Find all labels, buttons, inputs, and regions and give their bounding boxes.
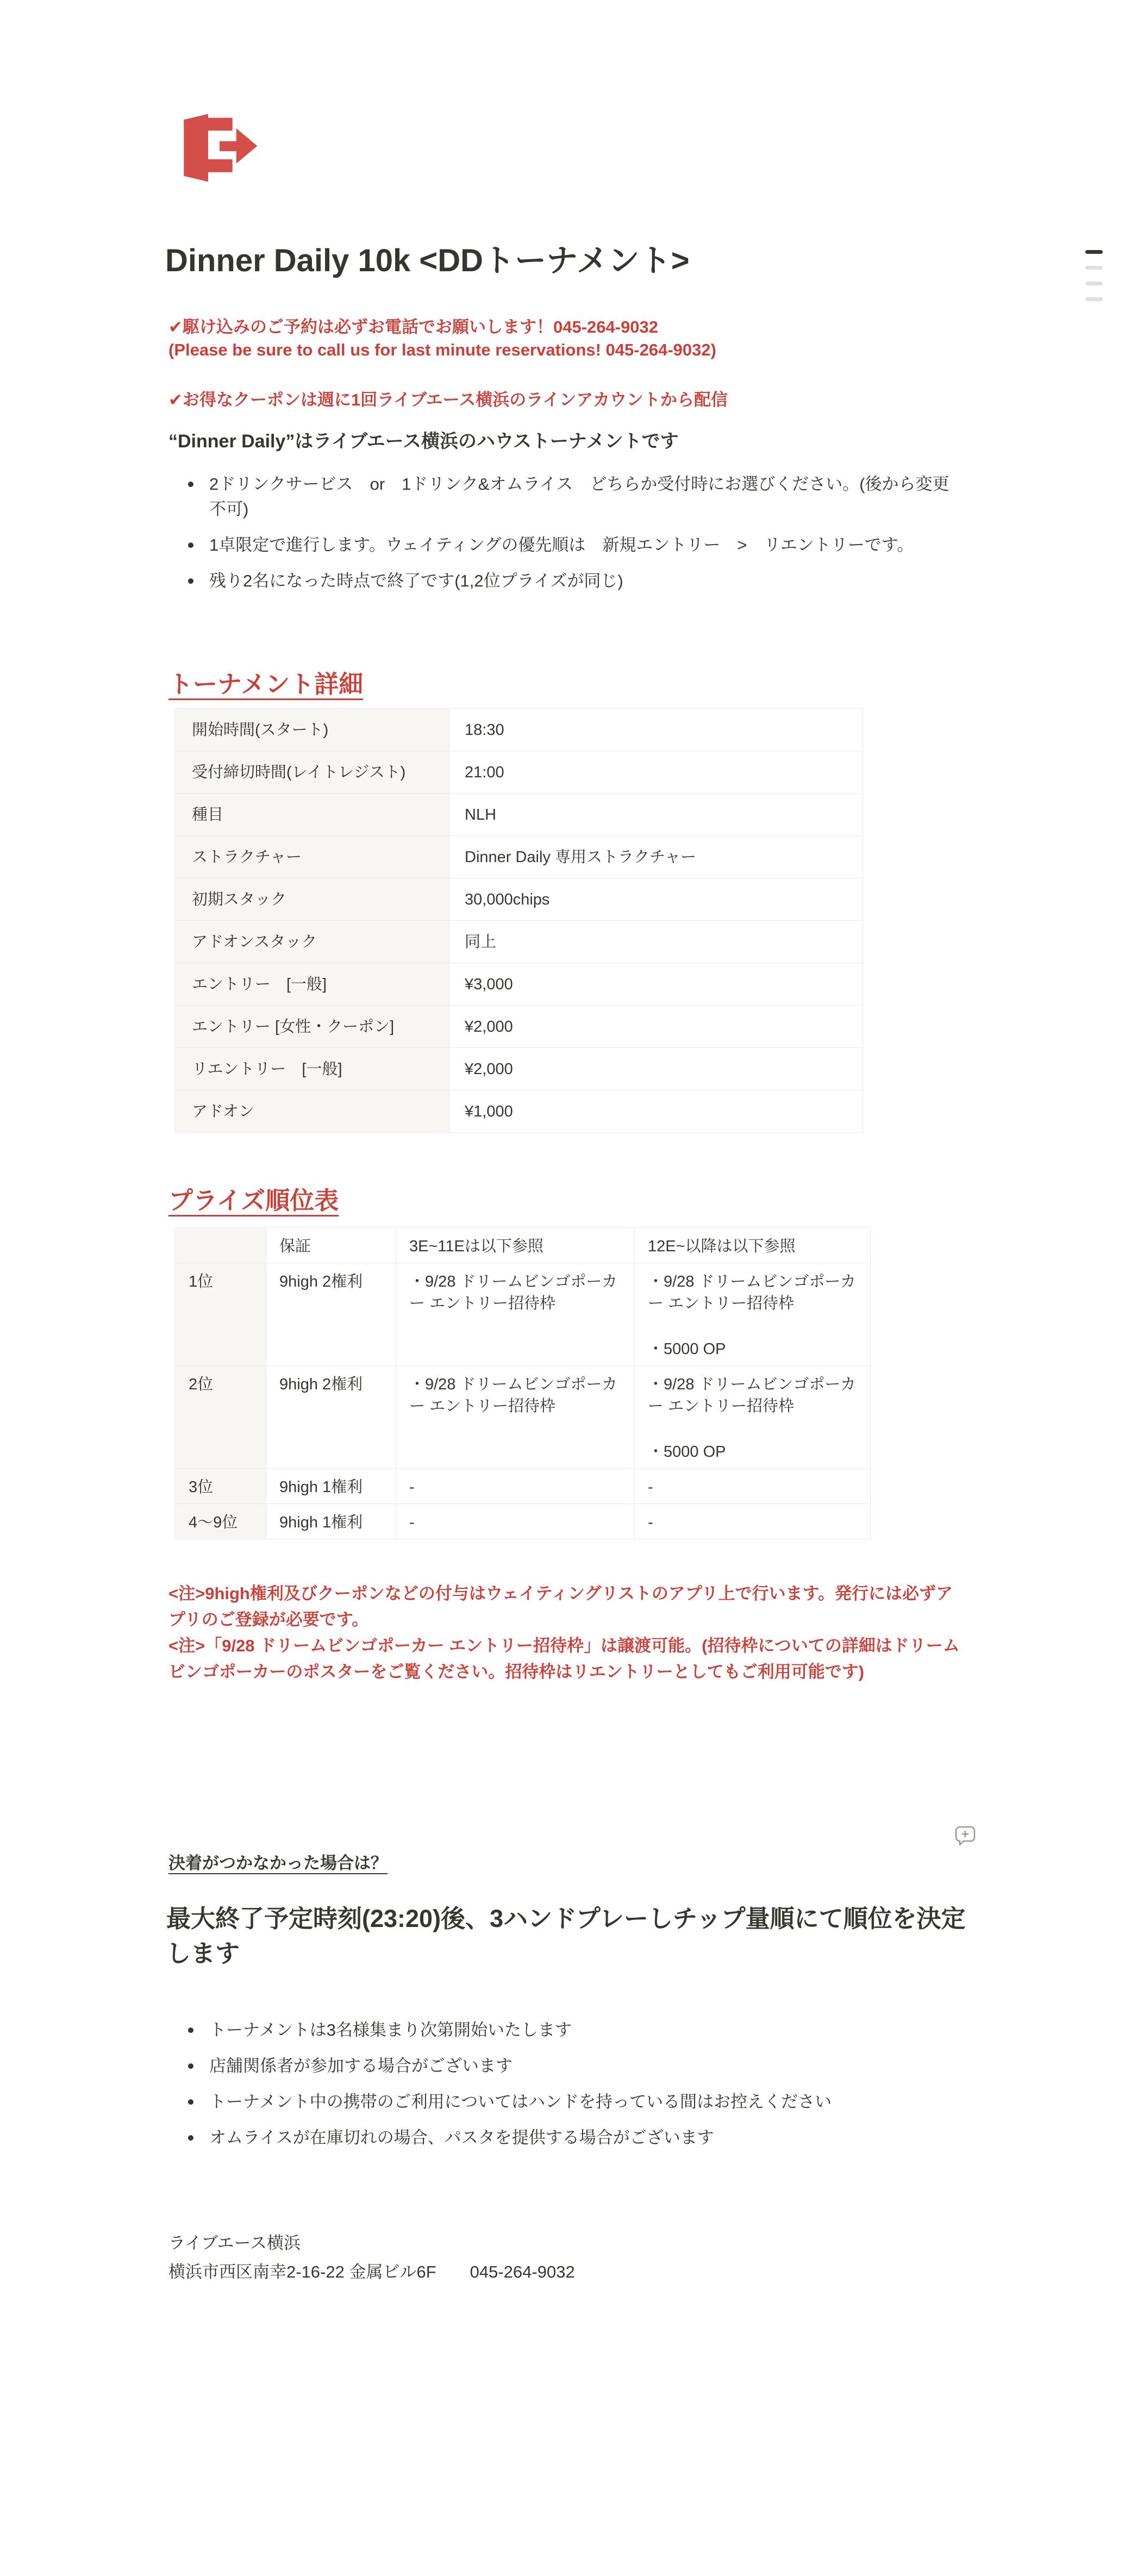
guarantee-cell: 9high 1権利: [266, 1469, 396, 1504]
guarantee-cell: 9high 2権利: [266, 1366, 396, 1469]
tiebreak-bullet-list: [168, 2018, 962, 2161]
intro-line-english: (Please be sure to call us for last minute reservations! 045-264-9032): [168, 340, 716, 359]
row-value: NLH: [449, 794, 863, 836]
table-row: [176, 1469, 871, 1504]
prize-cell: -: [396, 1469, 635, 1504]
list-item: 店舗関係者が参加する場合がございます: [168, 2054, 962, 2079]
list-item: オムライスが在庫切れの場合、パスタを提供する場合がございます: [168, 2125, 962, 2150]
about-bullet-list: [168, 472, 962, 604]
row-value: 同上: [449, 921, 863, 963]
table-row: [176, 1504, 871, 1539]
rank-cell: 1位: [176, 1263, 266, 1366]
tiebreak-subheading: 決着がつかなかった場合は？: [168, 1854, 388, 1873]
details-heading: トーナメント詳細: [168, 670, 364, 698]
guarantee-cell: 9high 2権利: [266, 1263, 396, 1366]
prize-table: [175, 1227, 871, 1539]
prize-cell: -: [635, 1469, 871, 1504]
row-label: 種目: [176, 794, 449, 836]
store-footer: [168, 2229, 984, 2286]
row-value: ¥2,000: [449, 1006, 863, 1048]
header-cell: 12E~以降は以下参照: [635, 1228, 871, 1263]
list-item: 2ドリンクサービス or 1ドリンク&オムライス どちらか受付時にお選びください。(後から変更不可): [168, 472, 962, 522]
table-row: [176, 794, 863, 836]
about-heading: “Dinner Daily”はライブエース横浜のハウストーナメントです: [168, 431, 679, 452]
guarantee-cell: 9high 1権利: [266, 1504, 396, 1539]
list-item: 1卓限定で進行します。ウェイティングの優先順は 新規エントリー > リエントリーです。: [168, 533, 962, 558]
row-value: 21:00: [449, 751, 863, 794]
header-cell: 保証: [266, 1228, 396, 1263]
row-label: エントリー [女性・クーポン]: [176, 1006, 449, 1048]
table-row: [176, 1006, 863, 1048]
page-title: Dinner Daily 10k <DDトーナメント>: [165, 243, 690, 278]
comment-plus-icon: [954, 1824, 977, 1847]
row-label: リエントリー [一般]: [176, 1048, 449, 1090]
rank-cell: 3位: [176, 1469, 266, 1504]
list-item: トーナメント中の携帯のご利用についてはハンドを持っている間はお控えください: [168, 2090, 962, 2115]
row-label: ストラクチャー: [176, 836, 449, 878]
row-label: 開始時間(スタート): [176, 709, 449, 751]
prize-cell: [635, 1263, 871, 1366]
intro-line-coupon: ✔お得なクーポンは週に1回ライブエース横浜のラインアカウントから配信: [168, 390, 728, 409]
table-header-row: [176, 1228, 871, 1263]
note-line: <注>「9/28 ドリームビンゴポーカー エントリー招待枠」は譲渡可能。(招待枠についての詳細はドリームビンゴポーカーのポスターをご覧ください。招待枠はリエントリーとしてもご利用可能です): [168, 1636, 960, 1681]
row-label: 初期スタック: [176, 878, 449, 921]
toc-bar[interactable]: [1085, 250, 1103, 254]
table-row: [176, 1090, 863, 1133]
prize-line: ・9/28 ドリームビンゴポーカー エントリー招待枠: [409, 1376, 617, 1415]
row-label: 受付締切時間(レイトレジスト): [176, 751, 449, 794]
page-icon[interactable]: [173, 110, 259, 189]
row-label: アドオンスタック: [176, 921, 449, 963]
prizes-heading: プライズ順位表: [168, 1187, 339, 1214]
table-row: [176, 709, 863, 751]
toc-bar[interactable]: [1085, 266, 1103, 270]
rank-cell: 2位: [176, 1366, 266, 1469]
table-row: [176, 1263, 871, 1366]
table-row: [176, 878, 863, 921]
table-row: [176, 921, 863, 963]
row-label: アドオン: [176, 1090, 449, 1133]
toc-indicator[interactable]: [1085, 250, 1104, 313]
toc-bar[interactable]: [1085, 297, 1103, 301]
intro-line-phone: ✔駆け込みのご予約は必ずお電話でお願いします！045-264-9032: [168, 317, 659, 336]
prize-line: ・9/28 ドリームビンゴポーカー エントリー招待枠: [648, 1376, 856, 1415]
table-row: [176, 751, 863, 794]
prize-line: ・5000 OP: [648, 1340, 726, 1358]
row-value: ¥3,000: [449, 963, 863, 1006]
store-name: ライブエース横浜: [168, 2234, 301, 2253]
table-row: [176, 1366, 871, 1469]
row-label: エントリー [一般]: [176, 963, 449, 1006]
prize-line: ・5000 OP: [648, 1443, 726, 1461]
list-item: 残り2名になった時点で終了です(1,2位プライズが同じ): [168, 569, 962, 594]
prize-cell: [635, 1366, 871, 1469]
table-row: [176, 963, 863, 1006]
table-row: [176, 836, 863, 878]
toc-bar[interactable]: [1085, 282, 1103, 285]
prize-cell: [396, 1263, 635, 1366]
header-cell: [176, 1228, 266, 1263]
exit-door-icon: [173, 110, 259, 186]
rank-cell: 4～9位: [176, 1504, 266, 1539]
row-value: 18:30: [449, 709, 863, 751]
row-value: Dinner Daily 専用ストラクチャー: [449, 836, 863, 878]
list-item: トーナメントは3名様集まり次第開始いたします: [168, 2018, 962, 2043]
row-value: ¥2,000: [449, 1048, 863, 1090]
prize-line: ・9/28 ドリームビンゴポーカー エントリー招待枠: [648, 1273, 856, 1312]
prize-line: ・9/28 ドリームビンゴポーカー エントリー招待枠: [409, 1273, 617, 1312]
prize-cell: -: [635, 1504, 871, 1539]
tiebreak-heading: 最大終了予定時刻(23:20)後、3ハンドプレーしチップ量順にて順位を決定します: [166, 1905, 966, 1967]
note-line: <注>9high権利及びクーポンなどの付与はウェイティングリストのアプリ上で行います。発行には必ずアプリのご登録が必要です。: [168, 1584, 953, 1629]
table-row: [176, 1048, 863, 1090]
details-table: [175, 708, 863, 1133]
prize-notes: [168, 1581, 965, 1685]
store-address: 横浜市西区南幸2-16-22 金属ビル6F 045-264-9032: [168, 2262, 575, 2281]
row-value: 30,000chips: [449, 878, 863, 921]
header-cell: 3E~11Eは以下参照: [396, 1228, 635, 1263]
prize-cell: [396, 1366, 635, 1469]
row-value: ¥1,000: [449, 1090, 863, 1133]
prize-cell: -: [396, 1504, 635, 1539]
add-comment-button[interactable]: [954, 1824, 977, 1850]
